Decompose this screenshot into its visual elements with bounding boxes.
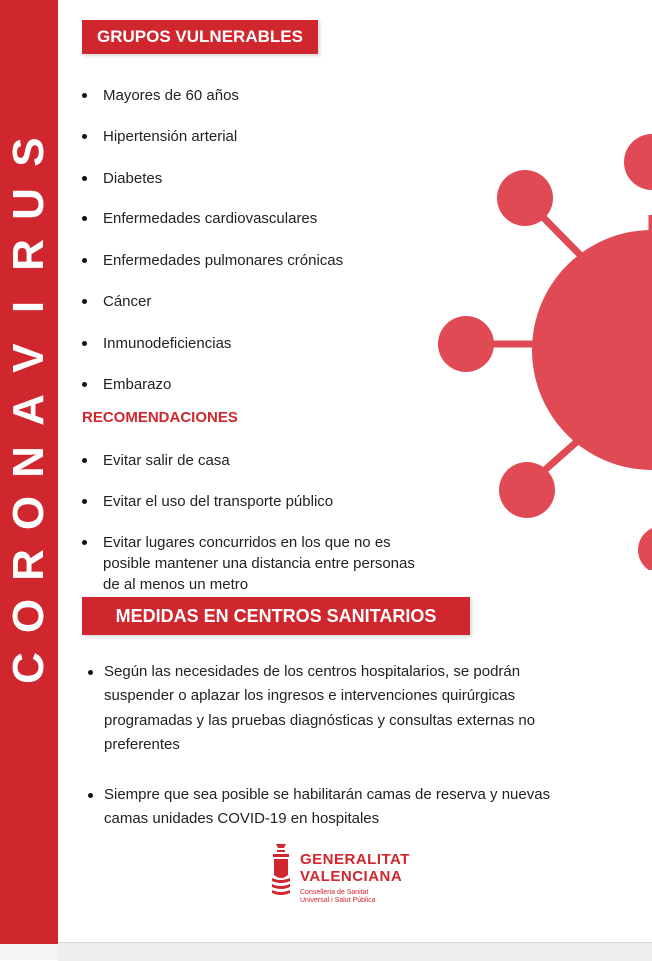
bullet-dot xyxy=(82,499,87,504)
list-item-text: Según las necesidades de los centros hospitalarios, se podrán xyxy=(104,663,521,680)
bullet-dot xyxy=(82,216,87,221)
vertical-title-letter: U xyxy=(4,187,53,220)
list-item-text: Embarazo xyxy=(103,376,172,393)
vertical-title-letter: C xyxy=(4,652,53,684)
list-item-text: Enfermedades cardiovasculares xyxy=(103,210,318,227)
logo-text-line2: VALENCIANA xyxy=(300,868,403,885)
list-item-text: de al menos un metro xyxy=(103,576,249,593)
list-item-text: Siempre que sea posible se habilitarán camas de reserva y nuevas xyxy=(104,786,551,803)
bullet-dot xyxy=(82,341,87,346)
list-item-text: Mayores de 60 años xyxy=(103,87,239,104)
bullet-dot xyxy=(82,176,87,181)
vertical-title-letter: O xyxy=(4,496,53,531)
bullet-dot xyxy=(88,670,93,675)
list-item-text: Evitar salir de casa xyxy=(103,452,230,469)
bullet-dot xyxy=(82,93,87,98)
bullet-dot xyxy=(82,258,87,263)
list-item-text: Enfermedades pulmonares crónicas xyxy=(103,252,344,269)
list-item-text: Diabetes xyxy=(103,170,163,187)
list-item-text: posible mantener una distancia entre personas xyxy=(103,555,415,572)
sidebar-bottom-gap xyxy=(0,944,58,960)
vertical-title-letter: I xyxy=(4,300,53,313)
virus-illustration-icon xyxy=(430,120,652,570)
list-item-text: Evitar el uso del transporte público xyxy=(103,493,334,510)
vertical-title-letter: V xyxy=(4,343,53,374)
list-item-text: Inmunodeficiencias xyxy=(103,335,232,352)
vertical-title-letter: O xyxy=(4,599,53,634)
bullet-dot xyxy=(82,134,87,139)
list-item-text: programadas y las pruebas diagnósticas y consultas externas no xyxy=(104,712,536,729)
list-item-text: suspender o aplazar los ingresos e intervenciones quirúrgicas xyxy=(104,687,516,704)
logo-text-line1: GENERALITAT xyxy=(300,851,410,868)
vertical-title-coronavirus xyxy=(0,130,58,690)
heading-medical-center-measures: MEDIDAS EN CENTROS SANITARIOS xyxy=(82,597,470,635)
bullet-dot xyxy=(82,382,87,387)
vertical-title-letter: S xyxy=(4,137,53,167)
virus-spike-knob xyxy=(497,170,553,226)
page-bottom-edge xyxy=(58,942,652,961)
logo-text-line3: Conselleria de Sanitat xyxy=(300,889,369,896)
list-item-text: Cáncer xyxy=(103,293,152,310)
generalitat-emblem-icon xyxy=(270,842,294,898)
bullet-dot xyxy=(82,299,87,304)
vertical-title-letter: A xyxy=(4,394,53,426)
virus-spike-knob xyxy=(638,526,652,570)
list-item-text: Hipertensión arterial xyxy=(103,128,238,145)
bullet-dot xyxy=(82,540,87,545)
list-item-text: Evitar lugares concurridos en los que no es xyxy=(103,534,391,551)
logo-text-line4: Universal i Salut Pública xyxy=(300,897,376,904)
heading-recommendations: RECOMENDACIONES xyxy=(82,409,238,426)
list-item-text: preferentes xyxy=(104,736,180,753)
bullet-dot xyxy=(82,458,87,463)
virus-body xyxy=(532,230,652,470)
generalitat-logo xyxy=(270,842,440,912)
list-item-text: camas unidades COVID-19 en hospitales xyxy=(104,810,380,827)
virus-spike-knob xyxy=(624,134,652,190)
bullet-dot xyxy=(88,793,93,798)
virus-spike-knob xyxy=(438,316,494,372)
vertical-title-letter: R xyxy=(4,548,53,581)
heading-vulnerable-groups: GRUPOS VULNERABLES xyxy=(82,20,318,54)
virus-spike-knob xyxy=(499,462,555,518)
vertical-title-letter: N xyxy=(4,445,53,478)
vertical-title-letter: R xyxy=(4,239,53,272)
